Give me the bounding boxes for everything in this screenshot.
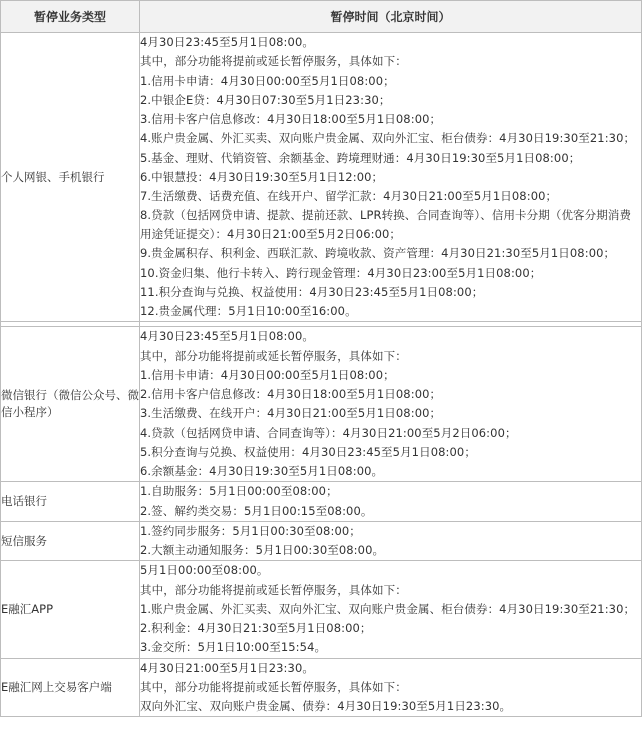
row-detail-cell (140, 521, 642, 561)
header-business-type: 暂停业务类型 (1, 1, 140, 33)
detail-line: 其中，部分功能将提前或延长暂停服务，具体如下： (140, 679, 407, 694)
detail-line: 4.贷款（包括网贷申请、合同查询等）：4月30日21:00至5月2日06:00； (140, 425, 517, 440)
detail-line: 10.资金归集、他行卡转入、跨行现金管理：4月30日23:00至5月1日08:00； (140, 265, 542, 280)
table-header-row (1, 1, 642, 33)
row-type-cell: 微信银行（微信公众号、微信小程序） (1, 327, 140, 482)
row-detail-cell (140, 658, 642, 717)
detail-line: 4.账户贵金属、外汇买卖、双向账户贵金属、双向外汇宝、柜台债券：4月30日19:30至21:30； (140, 131, 636, 146)
detail-line: 2.信用卡客户信息修改：4月30日18:00至5月1日08:00； (140, 387, 442, 401)
detail-line: 2.签、解约类交易：5月1日00:15至08:00。 (140, 503, 373, 518)
detail-line: 双向外汇宝、双向账户贵金属、债券：4月30日19:30至5月1日23:30。 (140, 699, 512, 713)
row-detail-cell (140, 33, 642, 322)
detail-line: 7.生活缴费、话费充值、在线开户、留学汇款：4月30日21:00至5月1日08:00； (140, 189, 558, 203)
detail-line: 3.生活缴费、在线开户：4月30日21:00至5月1日08:00； (140, 406, 442, 421)
row-type-cell: E融汇网上交易客户端 (1, 658, 140, 717)
table-row (1, 521, 642, 561)
detail-line: 其中，部分功能将提前或延长暂停服务，具体如下： (140, 54, 407, 69)
detail-line: 3.信用卡客户信息修改：4月30日18:00至5月1日08:00； (140, 112, 442, 126)
detail-line: 1.签约同步服务：5月1日00:30至08:00； (140, 523, 361, 538)
table-row (1, 658, 642, 717)
detail-line: 12.贵金属代理：5月1日10:00至16:00。 (140, 304, 357, 318)
row-detail-cell (140, 327, 642, 482)
row-detail-cell (140, 482, 642, 522)
row-type-cell: E融汇APP (1, 561, 140, 658)
row-type-cell: 电话银行 (1, 482, 140, 522)
detail-line: 2.积利金：4月30日21:30至5月1日08:00； (140, 621, 372, 635)
detail-line: 1.账户贵金属、外汇买卖、双向外汇宝、双向账户贵金属、柜台债券：4月30日19:30至21:30； (140, 601, 636, 616)
detail-line: 2.大额主动通知服务：5月1日00:30至08:00。 (140, 543, 385, 557)
detail-line: 4月30日21:00至5月1日23:30。 (140, 660, 314, 675)
detail-line: 1.信用卡申请：4月30日00:00至5月1日08:00； (140, 367, 395, 382)
detail-line: 其中，部分功能将提前或延长暂停服务，具体如下： (140, 582, 407, 597)
detail-line: 5.基金、理财、代销资管、余额基金、跨境理财通：4月30日19:30至5月1日08:00； (140, 150, 581, 165)
detail-line: 1.自助服务：5月1日00:00至08:00； (140, 484, 338, 499)
detail-line: 5.积分查询与兑换、权益使用：4月30日23:45至5月1日08:00； (140, 444, 476, 459)
detail-line: 其中，部分功能将提前或延长暂停服务，具体如下： (140, 348, 407, 363)
detail-line: 3.金交所：5月1日10:00至15:54。 (140, 640, 327, 655)
row-type-cell: 短信服务 (1, 521, 140, 561)
row-type-cell: 个人网银、手机银行 (1, 33, 140, 322)
table-row (1, 327, 642, 482)
detail-line: 4月30日23:45至5月1日08:00。 (140, 329, 314, 344)
table-row (1, 561, 642, 658)
header-suspension-time: 暂停时间（北京时间） (140, 1, 642, 33)
table-row (1, 482, 642, 522)
detail-line: 8.贷款（包括网贷申请、提款、提前还款、LPR转换、合同查询等）、信用卡分期（优客分期消费用途凭证提交）：4月30日21:00至5月2日06:00； (140, 208, 632, 242)
detail-line: 9.贵金属积存、积利金、西联汇款、跨境收款、资产管理：4月30日21:30至5月1日08:00； (140, 246, 616, 261)
detail-line: 6.余额基金：4月30日19:30至5月1日08:00。 (140, 464, 384, 478)
detail-line: 1.信用卡申请：4月30日00:00至5月1日08:00； (140, 73, 395, 88)
table-row (1, 33, 642, 322)
detail-line: 5月1日00:00至08:00。 (140, 563, 269, 578)
detail-line: 4月30日23:45至5月1日08:00。 (140, 35, 314, 49)
row-detail-cell (140, 561, 642, 658)
detail-line: 2.中银企E贷：4月30日07:30至5月1日23:30； (140, 92, 391, 107)
detail-line: 11.积分查询与兑换、权益使用：4月30日23:45至5月1日08:00； (140, 284, 484, 299)
detail-line: 6.中银慧投：4月30日19:30至5月1日12:00； (140, 169, 384, 184)
